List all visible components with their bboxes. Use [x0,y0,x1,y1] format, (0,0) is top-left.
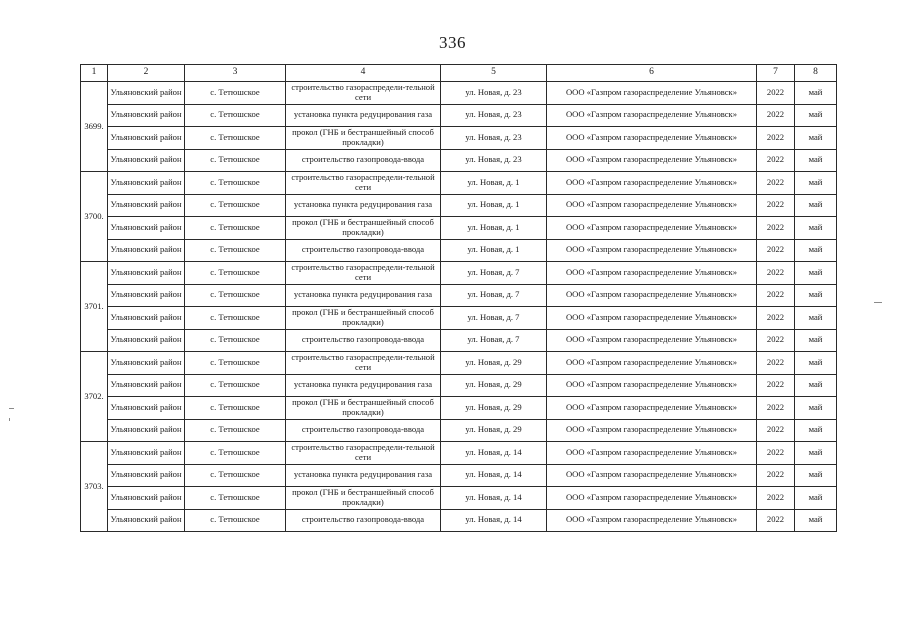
work-cell: строительство газопровода-ввода [286,419,441,442]
village-cell: с. Тетюшское [185,262,286,285]
village-cell: с. Тетюшское [185,194,286,217]
header-row [81,65,837,82]
village-cell: с. Тетюшское [185,374,286,397]
work-cell: строительство газопровода-ввода [286,149,441,172]
table-body [81,82,837,532]
organization-cell: ООО «Газпром газораспределение Ульяновск» [547,82,757,105]
table-row [81,374,837,397]
district-cell: Ульяновский район [108,194,185,217]
work-cell: прокол (ГНБ и бестраншейный способ прокладки) [286,397,441,420]
year-cell: 2022 [757,104,795,127]
work-cell: прокол (ГНБ и бестраншейный способ прокладки) [286,307,441,330]
address-cell: ул. Новая, д. 14 [441,464,547,487]
month-cell: май [795,374,837,397]
month-cell: май [795,419,837,442]
address-cell: ул. Новая, д. 7 [441,262,547,285]
work-cell: строительство газораспредели-тельной сети [286,442,441,465]
column-header: 4 [286,65,441,82]
entry-number: 3703. [81,442,108,532]
address-cell: ул. Новая, д. 14 [441,509,547,532]
column-header: 1 [81,65,108,82]
month-cell: май [795,352,837,375]
year-cell: 2022 [757,419,795,442]
address-cell: ул. Новая, д. 23 [441,127,547,150]
village-cell: с. Тетюшское [185,217,286,240]
month-cell: май [795,217,837,240]
work-cell: строительство газопровода-ввода [286,509,441,532]
table-row [81,217,837,240]
month-cell: май [795,262,837,285]
village-cell: с. Тетюшское [185,487,286,510]
work-cell: установка пункта редуцирования газа [286,194,441,217]
year-cell: 2022 [757,217,795,240]
address-cell: ул. Новая, д. 1 [441,172,547,195]
district-cell: Ульяновский район [108,329,185,352]
village-cell: с. Тетюшское [185,172,286,195]
entry-number: 3699. [81,82,108,172]
month-cell: май [795,149,837,172]
work-cell: установка пункта редуцирования газа [286,104,441,127]
year-cell: 2022 [757,464,795,487]
village-cell: с. Тетюшское [185,419,286,442]
year-cell: 2022 [757,149,795,172]
address-cell: ул. Новая, д. 29 [441,397,547,420]
organization-cell: ООО «Газпром газораспределение Ульяновск» [547,239,757,262]
month-cell: май [795,464,837,487]
address-cell: ул. Новая, д. 23 [441,82,547,105]
organization-cell: ООО «Газпром газораспределение Ульяновск» [547,397,757,420]
organization-cell: ООО «Газпром газораспределение Ульяновск» [547,149,757,172]
table-row [81,307,837,330]
month-cell: май [795,509,837,532]
village-cell: с. Тетюшское [185,352,286,375]
table-row [81,284,837,307]
organization-cell: ООО «Газпром газораспределение Ульяновск» [547,419,757,442]
village-cell: с. Тетюшское [185,149,286,172]
column-header: 8 [795,65,837,82]
address-cell: ул. Новая, д. 23 [441,149,547,172]
month-cell: май [795,442,837,465]
organization-cell: ООО «Газпром газораспределение Ульяновск» [547,284,757,307]
table-row [81,194,837,217]
work-cell: строительство газораспредели-тельной сети [286,262,441,285]
district-cell: Ульяновский район [108,464,185,487]
organization-cell: ООО «Газпром газораспределение Ульяновск» [547,374,757,397]
year-cell: 2022 [757,172,795,195]
district-cell: Ульяновский район [108,104,185,127]
table-row [81,239,837,262]
table-row [81,172,837,195]
work-cell: прокол (ГНБ и бестраншейный способ прокладки) [286,487,441,510]
work-cell: установка пункта редуцирования газа [286,284,441,307]
district-cell: Ульяновский район [108,397,185,420]
village-cell: с. Тетюшское [185,239,286,262]
column-header: 7 [757,65,795,82]
table-row [81,262,837,285]
district-cell: Ульяновский район [108,82,185,105]
column-header: 6 [547,65,757,82]
village-cell: с. Тетюшское [185,307,286,330]
table-row [81,487,837,510]
month-cell: май [795,329,837,352]
table-row [81,127,837,150]
village-cell: с. Тетюшское [185,82,286,105]
address-cell: ул. Новая, д. 1 [441,217,547,240]
address-cell: ул. Новая, д. 7 [441,284,547,307]
year-cell: 2022 [757,127,795,150]
scan-mark-left [9,408,14,409]
organization-cell: ООО «Газпром газораспределение Ульяновск» [547,442,757,465]
organization-cell: ООО «Газпром газораспределение Ульяновск» [547,307,757,330]
district-cell: Ульяновский район [108,149,185,172]
month-cell: май [795,307,837,330]
district-cell: Ульяновский район [108,487,185,510]
year-cell: 2022 [757,509,795,532]
year-cell: 2022 [757,262,795,285]
organization-cell: ООО «Газпром газораспределение Ульяновск» [547,172,757,195]
year-cell: 2022 [757,82,795,105]
village-cell: с. Тетюшское [185,329,286,352]
scan-mark-left-lower [9,418,10,421]
year-cell: 2022 [757,397,795,420]
district-cell: Ульяновский район [108,352,185,375]
organization-cell: ООО «Газпром газораспределение Ульяновск» [547,352,757,375]
organization-cell: ООО «Газпром газораспределение Ульяновск» [547,487,757,510]
organization-cell: ООО «Газпром газораспределение Ульяновск» [547,329,757,352]
work-cell: установка пункта редуцирования газа [286,374,441,397]
organization-cell: ООО «Газпром газораспределение Ульяновск» [547,464,757,487]
month-cell: май [795,172,837,195]
year-cell: 2022 [757,329,795,352]
entry-number: 3701. [81,262,108,352]
village-cell: с. Тетюшское [185,104,286,127]
work-cell: строительство газораспредели-тельной сети [286,352,441,375]
table-row [81,419,837,442]
organization-cell: ООО «Газпром газораспределение Ульяновск» [547,104,757,127]
year-cell: 2022 [757,442,795,465]
district-cell: Ульяновский район [108,374,185,397]
address-cell: ул. Новая, д. 14 [441,487,547,510]
table-row [81,442,837,465]
organization-cell: ООО «Газпром газораспределение Ульяновск» [547,194,757,217]
district-cell: Ульяновский район [108,217,185,240]
organization-cell: ООО «Газпром газораспределение Ульяновск» [547,509,757,532]
table-row [81,397,837,420]
month-cell: май [795,82,837,105]
work-cell: прокол (ГНБ и бестраншейный способ прокладки) [286,217,441,240]
year-cell: 2022 [757,487,795,510]
table-header [81,65,837,82]
district-cell: Ульяновский район [108,172,185,195]
column-header: 5 [441,65,547,82]
scan-mark-right [874,302,882,303]
table-row [81,509,837,532]
address-cell: ул. Новая, д. 7 [441,307,547,330]
district-cell: Ульяновский район [108,127,185,150]
column-header: 2 [108,65,185,82]
address-cell: ул. Новая, д. 7 [441,329,547,352]
table-row [81,82,837,105]
work-cell: строительство газопровода-ввода [286,329,441,352]
year-cell: 2022 [757,352,795,375]
year-cell: 2022 [757,374,795,397]
month-cell: май [795,127,837,150]
month-cell: май [795,239,837,262]
entry-number: 3702. [81,352,108,442]
table-row [81,329,837,352]
district-cell: Ульяновский район [108,509,185,532]
table-row [81,149,837,172]
work-cell: строительство газораспредели-тельной сети [286,172,441,195]
district-cell: Ульяновский район [108,419,185,442]
address-cell: ул. Новая, д. 29 [441,419,547,442]
year-cell: 2022 [757,194,795,217]
month-cell: май [795,397,837,420]
organization-cell: ООО «Газпром газораспределение Ульяновск» [547,217,757,240]
year-cell: 2022 [757,307,795,330]
village-cell: с. Тетюшское [185,509,286,532]
village-cell: с. Тетюшское [185,127,286,150]
address-cell: ул. Новая, д. 23 [441,104,547,127]
table-row [81,352,837,375]
month-cell: май [795,194,837,217]
address-cell: ул. Новая, д. 1 [441,239,547,262]
work-cell: установка пункта редуцирования газа [286,464,441,487]
table-row [81,464,837,487]
work-cell: прокол (ГНБ и бестраншейный способ прокладки) [286,127,441,150]
month-cell: май [795,487,837,510]
data-table [80,64,837,532]
month-cell: май [795,104,837,127]
work-cell: строительство газопровода-ввода [286,239,441,262]
address-cell: ул. Новая, д. 29 [441,374,547,397]
month-cell: май [795,284,837,307]
district-cell: Ульяновский район [108,284,185,307]
column-header: 3 [185,65,286,82]
district-cell: Ульяновский район [108,442,185,465]
village-cell: с. Тетюшское [185,464,286,487]
table-row [81,104,837,127]
address-cell: ул. Новая, д. 14 [441,442,547,465]
entry-number: 3700. [81,172,108,262]
district-cell: Ульяновский район [108,262,185,285]
district-cell: Ульяновский район [108,307,185,330]
organization-cell: ООО «Газпром газораспределение Ульяновск» [547,262,757,285]
village-cell: с. Тетюшское [185,284,286,307]
organization-cell: ООО «Газпром газораспределение Ульяновск» [547,127,757,150]
address-cell: ул. Новая, д. 1 [441,194,547,217]
page-number: 336 [439,33,466,52]
village-cell: с. Тетюшское [185,442,286,465]
year-cell: 2022 [757,239,795,262]
village-cell: с. Тетюшское [185,397,286,420]
work-cell: строительство газораспредели-тельной сети [286,82,441,105]
address-cell: ул. Новая, д. 29 [441,352,547,375]
year-cell: 2022 [757,284,795,307]
district-cell: Ульяновский район [108,239,185,262]
